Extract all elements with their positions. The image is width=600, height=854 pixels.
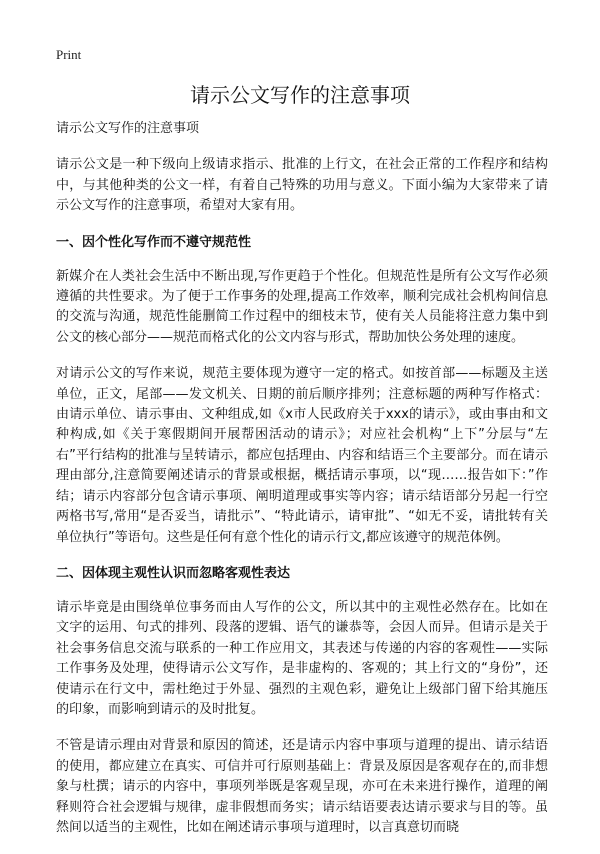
document-body: [56, 119, 548, 854]
section-heading-2: 二、因体现主观性认识而忽略客观性表达: [56, 565, 291, 581]
intro-paragraph: 请示公文是一种下级向上级请求指示、批准的上行文，在社会正常的工作程序和结构中，与其他种类的公文一样，有着自己特殊的功用与意义。下面小编为大家带来了请示公文写作的注意事项，希望对大家有用。: [56, 157, 548, 214]
print-link[interactable]: Print: [56, 47, 82, 62]
document-subtitle: 请示公文写作的注意事项: [56, 121, 200, 136]
section-2-paragraph-1: 请示毕竟是由围绕单位事务而由人写作的公文，所以其中的主观性必然存在。比如在文字的运用、句式的排列、段落的逻辑、语气的谦恭等，会因人而异。但请示是关于社会事务信息交流与联系的一种工作应用文，其表述与传递的内容的客观性——实际工作事务及处理，使得请示公文写作，是非虚构的、客观的；其上行文的“身份”，还使请示在行文中，需杜绝过于外显、强烈的主观色彩，避免让上级部门留下给其施压的印象，而影响到请示的及时批复。: [56, 599, 548, 717]
section-1-paragraph-1: 新媒介在人类社会生活中不断出现,写作更趋于个性化。但规范性是所有公文写作必须遵循的共性要求。为了便于工作事务的处理,提高工作效率，顺利完成社会机构间信息的交流与沟通，规范性能删简工作过程中的细枝末节，使有关人员能将注意力集中到公文的核心部分——规范而格式化的公文内容与形式，帮助加快公务处理的速度。: [56, 268, 548, 345]
section-2-paragraph-2: 不管是请示理由对背景和原因的简述，还是请示内容中事项与道理的提出、请示结语的使用，都应建立在真实、可信并可行原则基础上：背景及原因是客观存在的,而非想象与杜撰；请示的内容中，事项列举既是客观呈现，亦可在未来进行操作，道理的阐释则符合社会逻辑与规律，虚非假想而务实；请示结语要表达请示要求与目的等。虽然间以适当的主观性，比如在阐述请示事项与道理时，以言真意切而晓: [56, 738, 548, 835]
section-heading-1: 一、因个性化写作而不遵守规范性: [56, 234, 252, 250]
page-title: 请示公文写作的注意事项: [190, 83, 410, 107]
section-1-paragraph-2: 对请示公文的写作来说，规范主要体现为遵守一定的格式。如按首部——标题及主送单位，正文，尾部——发文机关、日期的前后顺序排列；注意标题的两种写作格式：由请示单位、请示事由、文种组成,如《x市人民政府关于xxx的请示》，或由事由和文种构成,如《关于寒假期间开展帮困活动的请示》；对应社会机构“上下”分层与“左右”平行结构的批准与呈转请示，都应包括理由、内容和结语三个主要部分。而在请示理由部分,注意简要阐述请示的背景或根据，概括请示事项，以“现……报告如下：”作结；请示内容部分包含请示事项、阐明道理或事实等内容；请示结语部分另起一行空两格书写,常用“是否妥当，请批示”、“特此请示，请审批”、“如无不妥，请批转有关单位执行”等语句。这些是任何有意个性化的请示行文,都应该遵守的规范体例。: [56, 366, 548, 545]
